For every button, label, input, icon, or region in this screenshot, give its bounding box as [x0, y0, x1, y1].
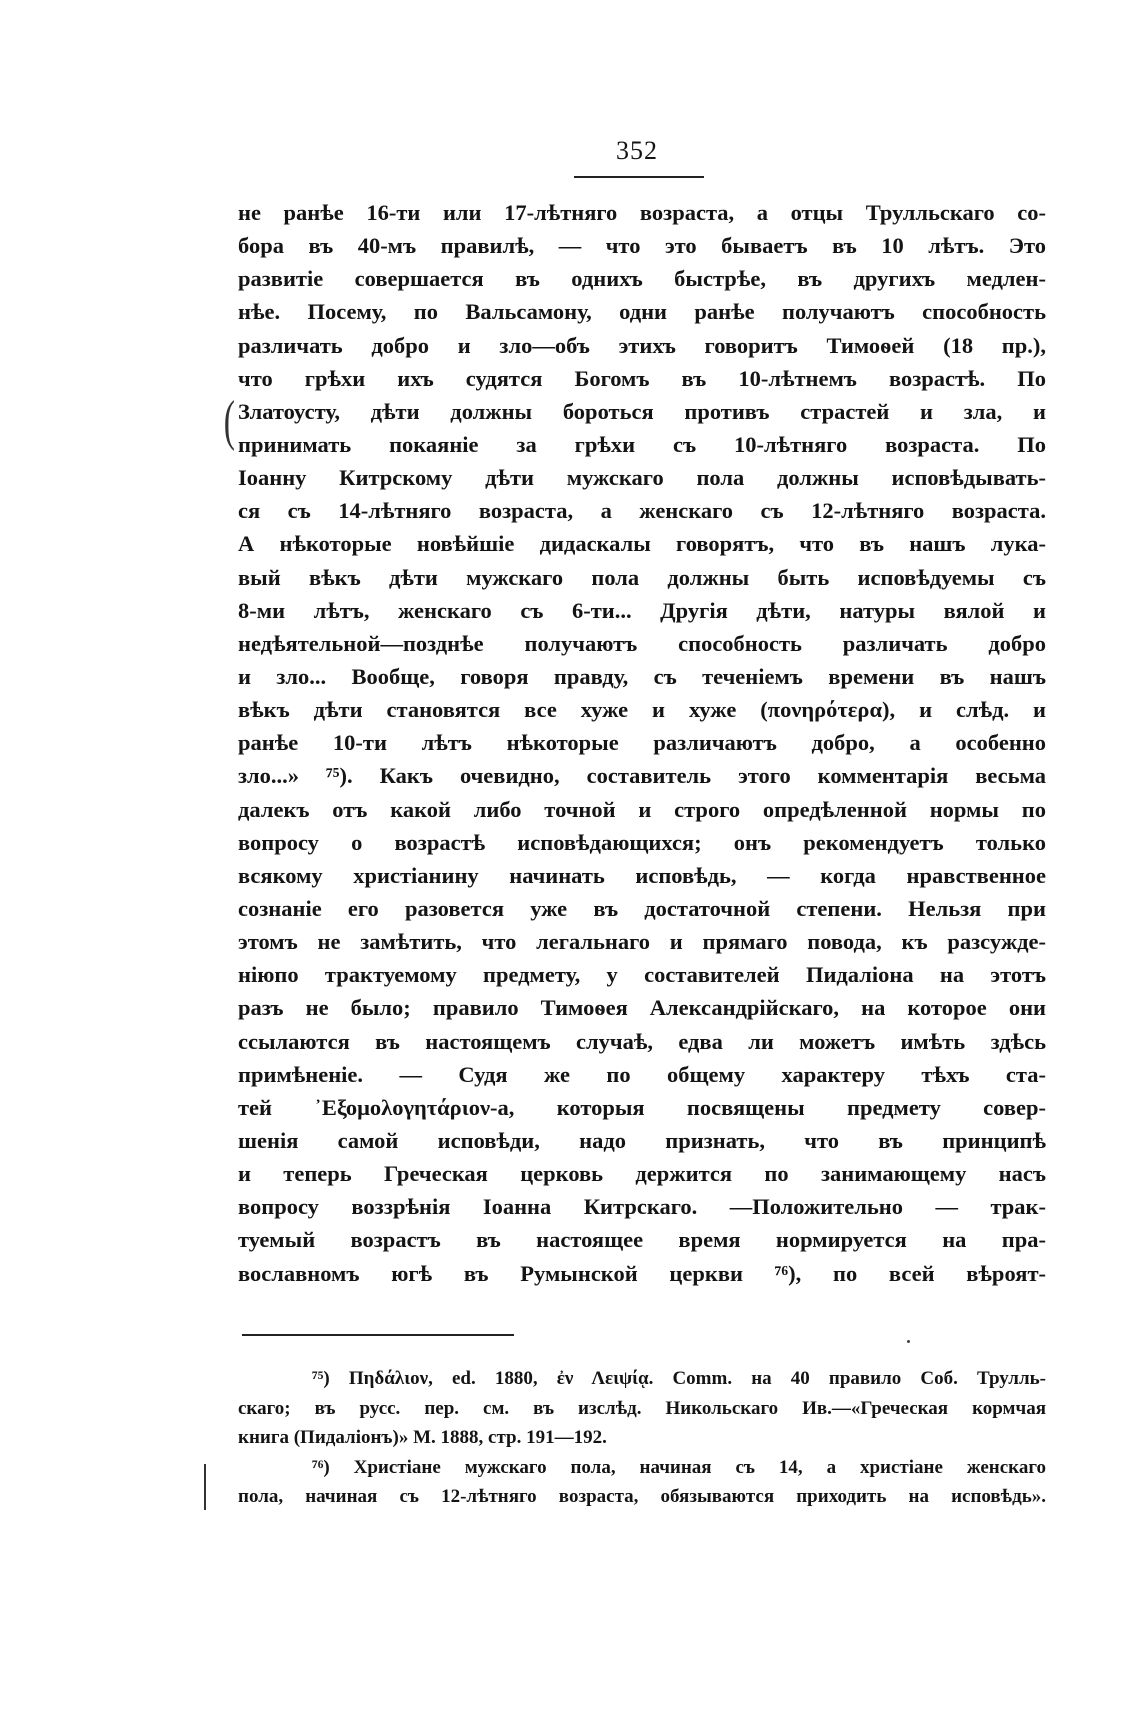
body-text — [238, 196, 1046, 1290]
text-line: и зло... Вообще, говоря правду, съ теченіемъ времени въ нашъ — [238, 663, 1046, 689]
text-line: бора въ 40-мъ правилѣ, — что это бываетъ въ 10 лѣтъ. Это — [238, 233, 1046, 259]
ink-speck — [907, 1340, 910, 1343]
text-line: Іоанну Китрскому дѣти мужскаго пола должны исповѣдывать- — [238, 465, 1046, 491]
footnote-75-line: книга (Пидаліонъ)» М. 1888, стр. 191—192. — [238, 1427, 607, 1448]
text-line: что грѣхи ихъ судятся Богомъ въ 10-лѣтнемъ возрастѣ. По — [238, 365, 1046, 391]
text-line: тей ᾿Εξομολογητάριον-а, которыя посвящены предмету совер- — [238, 1094, 1046, 1120]
text-line: далекъ отъ какой либо точной и строго опредѣленной нормы по — [238, 796, 1046, 822]
text-line: ніюпо трактуемому предмету, у составителей Пидаліона на этотъ — [238, 962, 1046, 988]
text-line: недѣятельной—позднѣе получаютъ способность различать добро — [238, 630, 1046, 656]
text-line: и теперь Греческая церковь держится по занимающему насъ — [238, 1161, 1046, 1187]
text-line: ся съ 14-лѣтняго возраста, а женскаго съ 12-лѣтняго возраста. — [238, 498, 1046, 524]
text-line: всякому христіанину начинать исповѣдь, — когда нравственное — [238, 862, 1046, 888]
margin-bracket-mark: ( — [223, 390, 235, 452]
text-line: вославномъ югѣ въ Румынской церкви ⁷⁶), по всей вѣроят- — [238, 1260, 1046, 1286]
text-line: вѣкъ дѣти становятся все хуже и хуже (πονηρότερα), и слѣд. и — [238, 697, 1046, 723]
footnote-76-line: ⁷⁶) Христіане мужскаго пола, начиная съ 14, а христіане женскаго — [312, 1456, 1046, 1478]
text-line: вый вѣкъ дѣти мужскаго пола должны быть исповѣдуемы съ — [238, 564, 1046, 590]
text-line: различать добро и зло—объ этихъ говоритъ Тимоѳей (18 пр.), — [238, 332, 1046, 358]
text-line: ссылаются въ настоящемъ случаѣ, едва ли можетъ имѣть здѣсь — [238, 1028, 1046, 1054]
page-number-rule — [574, 176, 704, 178]
text-line: зло...» ⁷⁵). Какъ очевидно, составитель этого комментарія весьма — [238, 763, 1046, 789]
text-line: вопросу воззрѣнія Іоанна Китрскаго. —Положительно — трак- — [238, 1194, 1046, 1220]
text-line: этомъ не замѣтить, что легальнаго и прямаго повода, къ разсужде- — [238, 929, 1046, 955]
footnote-75-line: ⁷⁵) Πηδάλιον, ed. 1880, ἐν Λειψίᾳ. Comm. на 40 правило Соб. Трулль- — [312, 1368, 1046, 1389]
page-number: 352 — [616, 136, 658, 165]
text-line: сознаніе его разовется уже въ достаточной степени. Нельзя при — [238, 895, 1046, 921]
text-line: примѣненіе. — Судя же по общему характеру тѣхъ ста- — [238, 1061, 1046, 1087]
text-line: 8-ми лѣтъ, женскаго съ 6-ти... Другія дѣти, натуры вялой и — [238, 597, 1046, 623]
footnote-75-line: скаго; въ русс. пер. см. въ изслѣд. Никольскаго Ив.—«Греческая кормчая — [238, 1397, 1046, 1419]
text-line: не ранѣе 16-ти или 17-лѣтняго возраста, а отцы Трулльскаго со- — [238, 200, 1046, 225]
text-line: туемый возрастъ въ настоящее время нормируется на пра- — [238, 1227, 1046, 1253]
margin-pencil-mark — [204, 1464, 209, 1510]
text-line: шенія самой исповѣди, надо признать, что въ принципѣ — [238, 1127, 1046, 1153]
text-line: А нѣкоторые новѣйшіе дидаскалы говорятъ, что въ нашъ лука- — [238, 531, 1046, 557]
text-line: Златоусту, дѣти должны бороться противъ страстей и зла, и — [238, 398, 1046, 424]
footnote-76-line: пола, начиная съ 12-лѣтняго возраста, обязываются приходить на исповѣдь». — [238, 1486, 1046, 1507]
footnote-separator — [242, 1334, 514, 1336]
text-line: разъ не было; правило Тимоѳея Александрійскаго, на которое они — [238, 995, 1046, 1021]
text-line: развитіе совершается въ однихъ быстрѣе, въ другихъ медлен- — [238, 266, 1046, 292]
footnotes — [238, 1364, 1046, 1512]
text-line: ранѣе 10-ти лѣтъ нѣкоторые различаютъ добро, а особенно — [238, 730, 1046, 756]
text-line: вопросу о возрастѣ исповѣдающихся; онъ рекомендуетъ только — [238, 829, 1046, 855]
text-line: принимать покаяніе за грѣхи съ 10-лѣтняго возраста. По — [238, 431, 1046, 457]
text-line: нѣе. Посему, по Вальсамону, одни ранѣе получаютъ способность — [238, 299, 1046, 325]
